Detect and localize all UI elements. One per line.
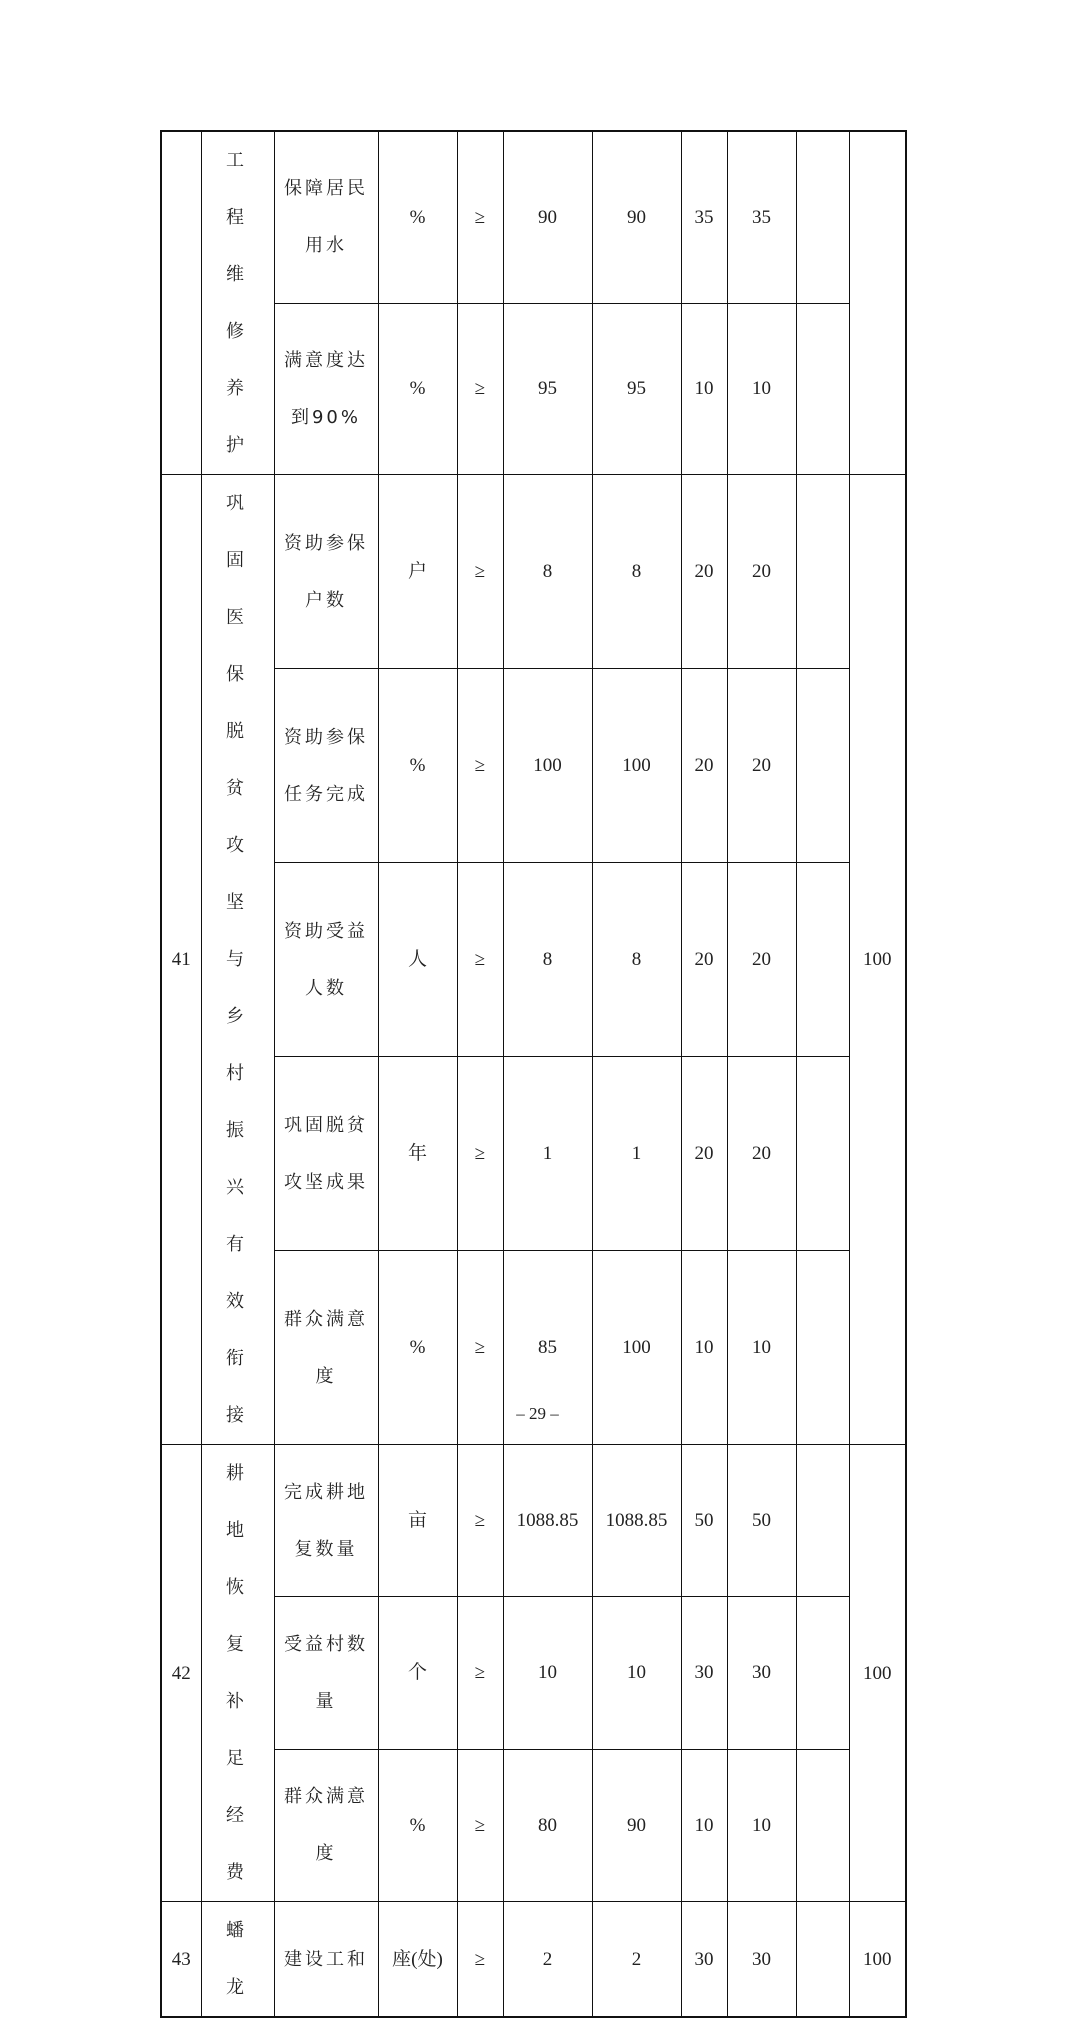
score-cell: 20 (727, 863, 796, 1057)
total-cell: 100 (849, 1902, 906, 2018)
weight-cell: 30 (681, 1902, 727, 2018)
unit-cell: 亩 (378, 1445, 457, 1597)
page-number: – 29 – (516, 1404, 559, 1423)
weight-cell: 20 (681, 1057, 727, 1251)
weight-cell: 10 (681, 1251, 727, 1445)
indicator-cell (274, 1902, 378, 2018)
score-cell: 35 (727, 131, 796, 303)
score-cell: 20 (727, 1057, 796, 1251)
project-name: 耕地恢复补足经费 (226, 1463, 249, 1883)
operator-cell: ≥ (457, 863, 503, 1057)
actual-value-cell: 1 (592, 1057, 681, 1251)
project-name-cell (201, 1902, 274, 2018)
operator-cell: ≥ (457, 475, 503, 669)
target-value-cell: 90 (503, 131, 592, 303)
note-cell (796, 863, 849, 1057)
indicator-cell (274, 131, 378, 303)
score-cell: 10 (727, 303, 796, 474)
total-cell: 100 (849, 475, 906, 1445)
project-name-cell (201, 475, 274, 1445)
unit-cell: 年 (378, 1057, 457, 1251)
note-cell (796, 669, 849, 863)
operator-cell: ≥ (457, 1251, 503, 1445)
weight-cell: 20 (681, 475, 727, 669)
actual-value-cell: 90 (592, 1749, 681, 1901)
indicator-cell (274, 303, 378, 474)
target-value-cell: 2 (503, 1902, 592, 2018)
indicator-name: 受益村数量 (284, 1633, 368, 1712)
score-cell: 10 (727, 1251, 796, 1445)
note-cell (796, 475, 849, 669)
weight-cell: 20 (681, 863, 727, 1057)
target-value-cell: 10 (503, 1597, 592, 1749)
total-cell (849, 131, 906, 475)
actual-value-cell: 8 (592, 475, 681, 669)
note-cell (796, 1597, 849, 1749)
unit-cell: % (378, 1749, 457, 1901)
indicator-cell (274, 475, 378, 669)
indicator-cell (274, 1749, 378, 1901)
unit-cell: 户 (378, 475, 457, 669)
indicator-name: 满意度达到90% (284, 349, 368, 428)
indicator-name: 资助参保户数 (284, 532, 368, 611)
score-cell: 30 (727, 1902, 796, 2018)
target-value-cell: 85 (503, 1251, 592, 1445)
unit-cell: % (378, 131, 457, 303)
unit-cell: % (378, 303, 457, 474)
total-cell: 100 (849, 1445, 906, 1902)
note-cell (796, 1057, 849, 1251)
unit-cell: % (378, 669, 457, 863)
target-value-cell: 80 (503, 1749, 592, 1901)
indicator-cell (274, 1597, 378, 1749)
target-value-cell: 8 (503, 475, 592, 669)
operator-cell: ≥ (457, 669, 503, 863)
project-name-cell (201, 131, 274, 475)
operator-cell: ≥ (457, 131, 503, 303)
actual-value-cell: 100 (592, 1251, 681, 1445)
actual-value-cell: 1088.85 (592, 1445, 681, 1597)
indicator-cell (274, 669, 378, 863)
score-cell: 20 (727, 475, 796, 669)
indicator-cell (274, 1057, 378, 1251)
indicator-cell (274, 863, 378, 1057)
operator-cell: ≥ (457, 1597, 503, 1749)
note-cell (796, 1749, 849, 1901)
indicator-name: 资助参保任务完成 (284, 726, 368, 805)
actual-value-cell: 10 (592, 1597, 681, 1749)
target-value-cell: 95 (503, 303, 592, 474)
unit-cell: 座(处) (378, 1902, 457, 2018)
indicator-name: 完成耕地复数量 (284, 1481, 368, 1560)
target-value-cell: 1 (503, 1057, 592, 1251)
note-cell (796, 1902, 849, 2018)
indicator-name: 群众满意度 (284, 1308, 368, 1387)
indicator-name: 群众满意度 (284, 1786, 368, 1865)
seq-cell: 41 (161, 475, 201, 1445)
weight-cell: 20 (681, 669, 727, 863)
table-row (161, 1902, 906, 2018)
actual-value-cell: 2 (592, 1902, 681, 2018)
indicator-name: 建设工和 (284, 1948, 368, 1970)
indicator-name: 资助受益人数 (284, 920, 368, 999)
actual-value-cell: 95 (592, 303, 681, 474)
indicator-name: 保障居民用水 (284, 178, 368, 257)
performance-table (160, 130, 907, 2018)
score-cell: 10 (727, 1749, 796, 1901)
weight-cell: 30 (681, 1597, 727, 1749)
operator-cell: ≥ (457, 1445, 503, 1597)
project-name: 工程维修养护 (226, 150, 249, 456)
project-name-cell (201, 1445, 274, 1902)
operator-cell: ≥ (457, 1057, 503, 1251)
table-row (161, 475, 906, 669)
note-cell (796, 303, 849, 474)
weight-cell: 10 (681, 1749, 727, 1901)
weight-cell: 35 (681, 131, 727, 303)
target-value-cell: 100 (503, 669, 592, 863)
score-cell: 20 (727, 669, 796, 863)
operator-cell: ≥ (457, 1749, 503, 1901)
project-name: 蟠龙 (226, 1920, 249, 1998)
note-cell (796, 131, 849, 303)
seq-cell: 42 (161, 1445, 201, 1902)
actual-value-cell: 8 (592, 863, 681, 1057)
weight-cell: 10 (681, 303, 727, 474)
unit-cell: % (378, 1251, 457, 1445)
actual-value-cell: 100 (592, 669, 681, 863)
operator-cell: ≥ (457, 1902, 503, 2018)
unit-cell: 人 (378, 863, 457, 1057)
table-row (161, 131, 906, 303)
indicator-cell (274, 1445, 378, 1597)
weight-cell: 50 (681, 1445, 727, 1597)
seq-cell: 43 (161, 1902, 201, 2018)
note-cell (796, 1445, 849, 1597)
target-value-cell: 8 (503, 863, 592, 1057)
score-cell: 50 (727, 1445, 796, 1597)
actual-value-cell: 90 (592, 131, 681, 303)
project-name: 巩固医保脱贫攻坚与乡村振兴有效衔接 (226, 493, 249, 1426)
operator-cell: ≥ (457, 303, 503, 474)
score-cell: 30 (727, 1597, 796, 1749)
indicator-name: 巩固脱贫攻坚成果 (284, 1114, 368, 1193)
seq-cell (161, 131, 201, 475)
target-value-cell: 1088.85 (503, 1445, 592, 1597)
unit-cell: 个 (378, 1597, 457, 1749)
table-row (161, 1445, 906, 1597)
